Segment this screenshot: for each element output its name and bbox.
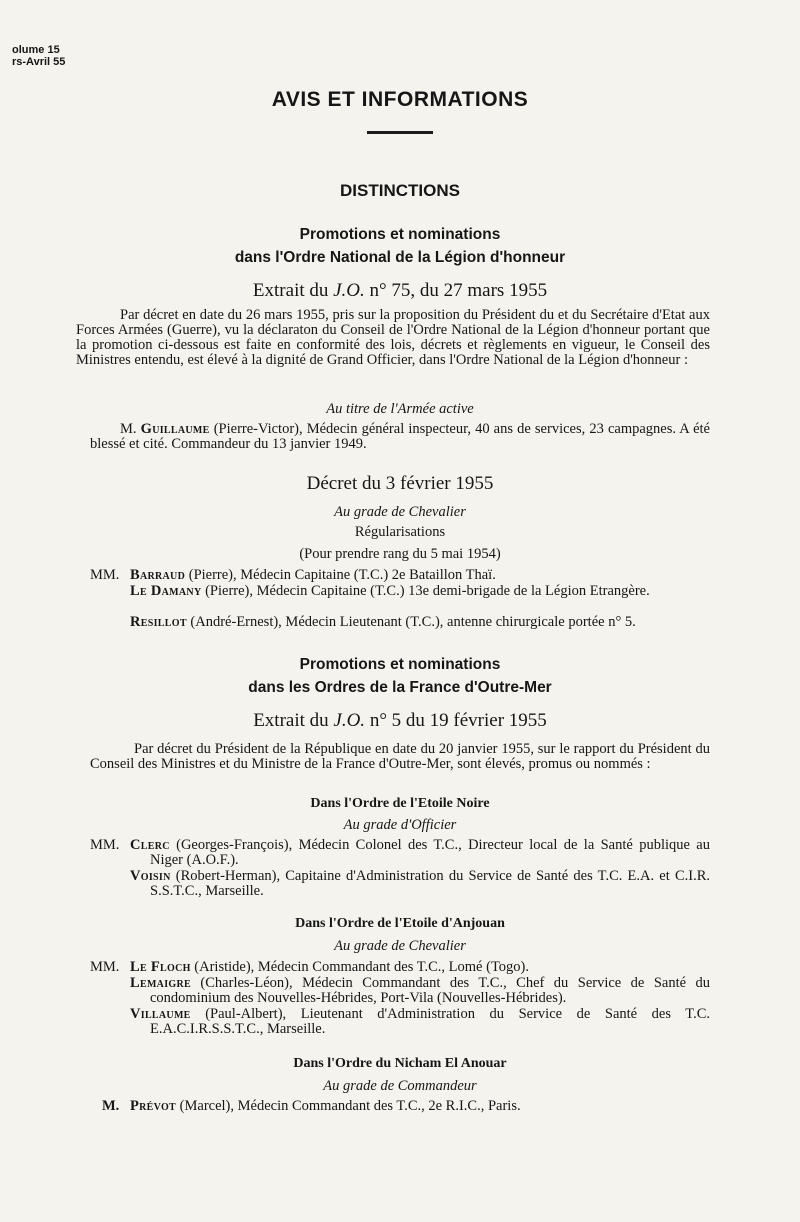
etoile-noire-title: Dans l'Ordre de l'Etoile Noire [310, 796, 490, 811]
outremer-heading-1: Promotions et nominations [299, 656, 501, 673]
list-item: Le Damany (Pierre), Médecin Capitaine (T.C.) 13e demi-brigade de la Légion Etrangère. [130, 583, 650, 599]
list-item: MM.Barraud (Pierre), Médecin Capitaine (T.C.) 2e Bataillon Thaï. [90, 567, 496, 583]
decret-grade: Au grade de Chevalier [334, 504, 466, 520]
section-title: DISTINCTIONS [340, 181, 460, 200]
decret-heading: Décret du 3 février 1955 [306, 473, 494, 494]
etoile-anjouan-title: Dans l'Ordre de l'Etoile d'Anjouan [295, 916, 505, 931]
outremer-extrait: Extrait du J.O. n° 5 du 19 février 1955 [253, 710, 547, 731]
page-title: AVIS ET INFORMATIONS [271, 88, 529, 111]
list-item: MM.Clerc (Georges-François), Médecin Colonel des T.C., Directeur local de la Santé publique au Niger (A.O.F.). [90, 837, 710, 868]
legion-au-titre: Au titre de l'Armée active [326, 401, 474, 417]
list-item: Lemaigre (Charles-Léon), Médecin Commandant des T.C., Chef du Service de Santé du condominium des Nouvelles-Hébrides, Port-Vila (Nouvelles-Hébrides). [130, 975, 710, 1006]
etoile-anjouan-grade: Au grade de Chevalier [334, 938, 466, 954]
decret-rang: (Pour prendre rang du 5 mai 1954) [299, 546, 501, 562]
outremer-heading-2: dans les Ordres de la France d'Outre-Mer [248, 679, 552, 696]
legion-paragraph: Par décret en date du 26 mars 1955, pris sur la proposition du Président du et du Secrétaire d'Etat aux Forces Armées (Guerre), vu la déclaraton du Conseil de l'Ordre National de la Légion d'honneur portant que la promotion ci-dessous est faite en conformité des lois, décrets et règlements en vigueur, le Conseil des Ministres entendu, est élevé à la dignité de Grand Officier, dans l'Ordre National de la Légion d'honneur : [76, 307, 710, 368]
list-item: MM.Le Floch (Aristide), Médecin Commandant des T.C., Lomé (Togo). [90, 959, 529, 975]
legion-extrait: Extrait du J.O. n° 75, du 27 mars 1955 [252, 280, 548, 301]
legion-heading-1: Promotions et nominations [299, 226, 501, 243]
list-item: M.Prévot (Marcel), Médecin Commandant des T.C., 2e R.I.C., Paris. [102, 1098, 521, 1114]
guillaume-entry: M. Guillaume (Pierre-Victor), Médecin général inspecteur, 40 ans de services, 23 campagnes. A été blessé et cité. Commandeur du 13 janvier 1949. [90, 421, 710, 452]
header-date: rs-Avril 55 [12, 56, 66, 68]
nicham-title: Dans l'Ordre du Nicham El Anouar [293, 1056, 507, 1071]
legion-heading-2: dans l'Ordre National de la Légion d'honneur [234, 249, 566, 266]
outremer-paragraph: Par décret du Président de la République en date du 20 janvier 1955, sur le rapport du Président du Conseil des Ministres et du Ministre de la France d'Outre-Mer, sont élevés, promus ou nommés : [90, 741, 710, 772]
nicham-grade: Au grade de Commandeur [323, 1078, 477, 1094]
list-item: Villaume (Paul-Albert), Lieutenant d'Administration du Service de Santé des T.C. E.A.C.I.R.S.S.T.C., Marseille. [130, 1006, 710, 1037]
header-volume: olume 15 [12, 44, 60, 56]
running-header [12, 44, 65, 68]
title-rule [367, 131, 433, 134]
decret-regularisations: Régularisations [354, 524, 446, 540]
list-item: Resillot (André-Ernest), Médecin Lieutenant (T.C.), antenne chirurgicale portée n° 5. [130, 614, 636, 630]
list-item: Voisin (Robert-Herman), Capitaine d'Administration du Service de Santé des T.C. E.A. et C.I.R. S.S.T.C., Marseille. [130, 868, 710, 899]
etoile-noire-grade: Au grade d'Officier [343, 817, 457, 833]
